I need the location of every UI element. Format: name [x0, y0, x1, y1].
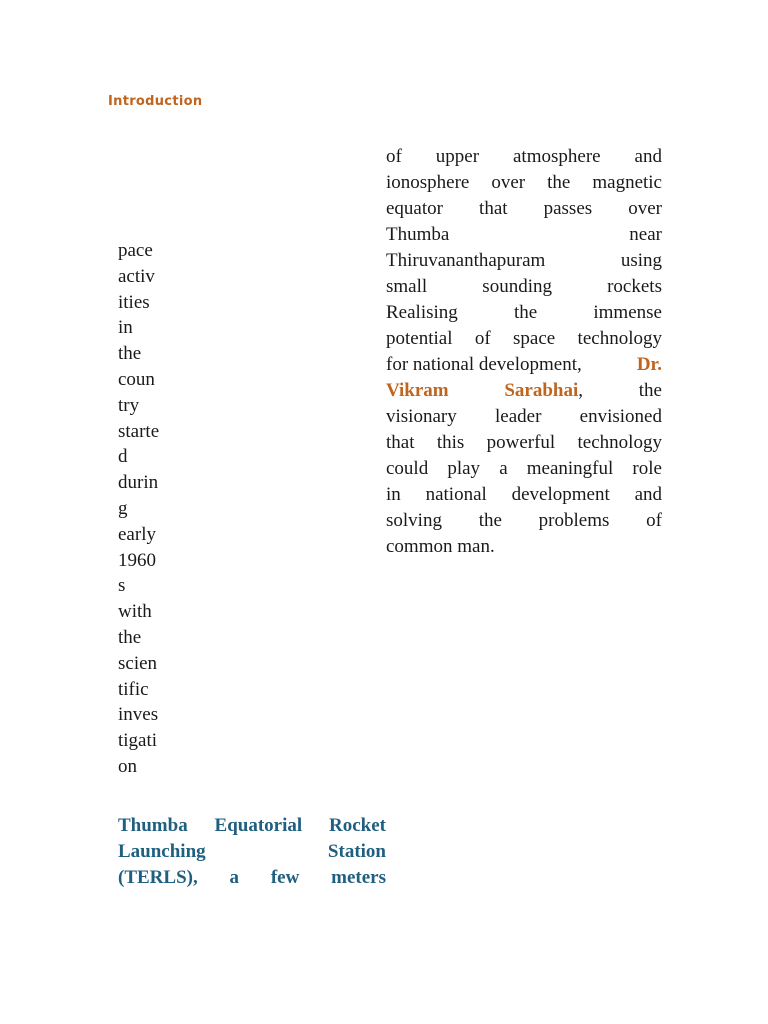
text-line [386, 378, 662, 404]
word: a [229, 867, 240, 888]
narrow-line: ities [118, 291, 150, 313]
word: near [629, 224, 662, 245]
word: powerful [486, 432, 556, 453]
word: technology [577, 432, 662, 453]
narrow-line: with [118, 601, 152, 623]
word: development [511, 484, 610, 505]
word: upper [435, 146, 480, 167]
narrow-line: s [118, 575, 126, 597]
narrow-line: in [118, 317, 133, 339]
word: play [447, 458, 481, 479]
narrow-line: tific [118, 678, 149, 700]
word: over [491, 172, 526, 193]
word: of [646, 510, 662, 531]
highlighted-name: Vikram [386, 380, 449, 401]
word: that [479, 198, 508, 219]
narrow-line: activ [118, 265, 155, 287]
word: Thumba [386, 224, 450, 245]
word: of [474, 328, 491, 349]
text-line [386, 404, 662, 430]
text-line [386, 170, 662, 196]
narrow-line: the [118, 626, 142, 648]
text-line [386, 144, 662, 170]
narrow-line: durin [118, 472, 159, 494]
word: equator [386, 198, 443, 219]
word: space [513, 328, 556, 349]
text-line [386, 248, 662, 274]
word: Launching [118, 841, 206, 862]
word: national [425, 484, 487, 505]
word: leader [494, 406, 542, 427]
text-line [386, 326, 662, 352]
word: passes [543, 198, 593, 219]
word: a [499, 458, 508, 479]
word: few [270, 867, 300, 888]
word: meaningful [526, 458, 614, 479]
word: that [386, 432, 415, 453]
text-line [386, 508, 662, 534]
highlighted-name: Sarabhai [504, 380, 579, 401]
word: using [620, 250, 662, 271]
word: rockets [607, 276, 662, 297]
word: magnetic [592, 172, 662, 193]
word: immense [593, 302, 662, 323]
word: and [634, 484, 662, 505]
word: solving [386, 510, 442, 531]
word: ionosphere [386, 172, 470, 193]
text-line [386, 482, 662, 508]
word: Thumba [118, 815, 188, 836]
text-line [386, 196, 662, 222]
word: Station [327, 841, 386, 862]
word: the [513, 302, 538, 323]
word: Equatorial [214, 815, 303, 836]
text-line [118, 839, 386, 865]
text-line [118, 813, 386, 839]
word: (TERLS), [118, 867, 198, 888]
text-line: common man. [386, 536, 495, 557]
narrow-line: try [118, 394, 140, 416]
narrow-line: scien [118, 652, 158, 674]
text-line [386, 222, 662, 248]
narrow-line: starte [118, 420, 160, 442]
word: over [628, 198, 662, 219]
word: Thiruvananthapuram [386, 250, 546, 271]
word: small [386, 276, 428, 297]
highlighted-name: Dr. [636, 354, 662, 375]
word: technology [577, 328, 662, 349]
word: the [547, 172, 571, 193]
narrow-line: pace [118, 240, 153, 261]
word: of [386, 146, 402, 167]
word: visionary [386, 406, 457, 427]
terls-heading-text [118, 813, 386, 891]
narrow-line: the [118, 343, 142, 365]
narrow-text-column [118, 238, 178, 780]
narrow-line: d [118, 446, 128, 468]
punctuation: , [578, 380, 584, 401]
narrow-line: inves [118, 704, 159, 726]
main-text-column [386, 144, 662, 560]
word: meters [331, 867, 386, 888]
word: and [634, 146, 662, 167]
text-line [386, 430, 662, 456]
text-line [386, 456, 662, 482]
word: Rocket [329, 815, 386, 836]
word: Realising [386, 302, 458, 323]
text-segment: for national development, [386, 354, 582, 375]
narrow-line: 1960 [118, 549, 156, 571]
narrow-line: on [118, 755, 137, 777]
text-line [118, 865, 386, 891]
word: atmosphere [513, 146, 601, 167]
text-line [386, 300, 662, 326]
word: could [386, 458, 429, 479]
section-heading: Introduction [108, 94, 203, 109]
word: this [436, 432, 465, 453]
word: the [478, 510, 502, 531]
narrow-line: coun [118, 368, 155, 390]
text-line [386, 274, 662, 300]
narrow-line: g [118, 497, 128, 519]
word: in [386, 484, 401, 505]
word: role [632, 458, 662, 479]
word: problems [538, 510, 610, 531]
word: sounding [482, 276, 552, 297]
word: potential [386, 328, 453, 349]
text-line [386, 352, 662, 378]
word: the [638, 380, 662, 401]
word: envisioned [579, 406, 662, 427]
narrow-line: tigati [118, 730, 158, 752]
narrow-line: early [118, 523, 156, 545]
